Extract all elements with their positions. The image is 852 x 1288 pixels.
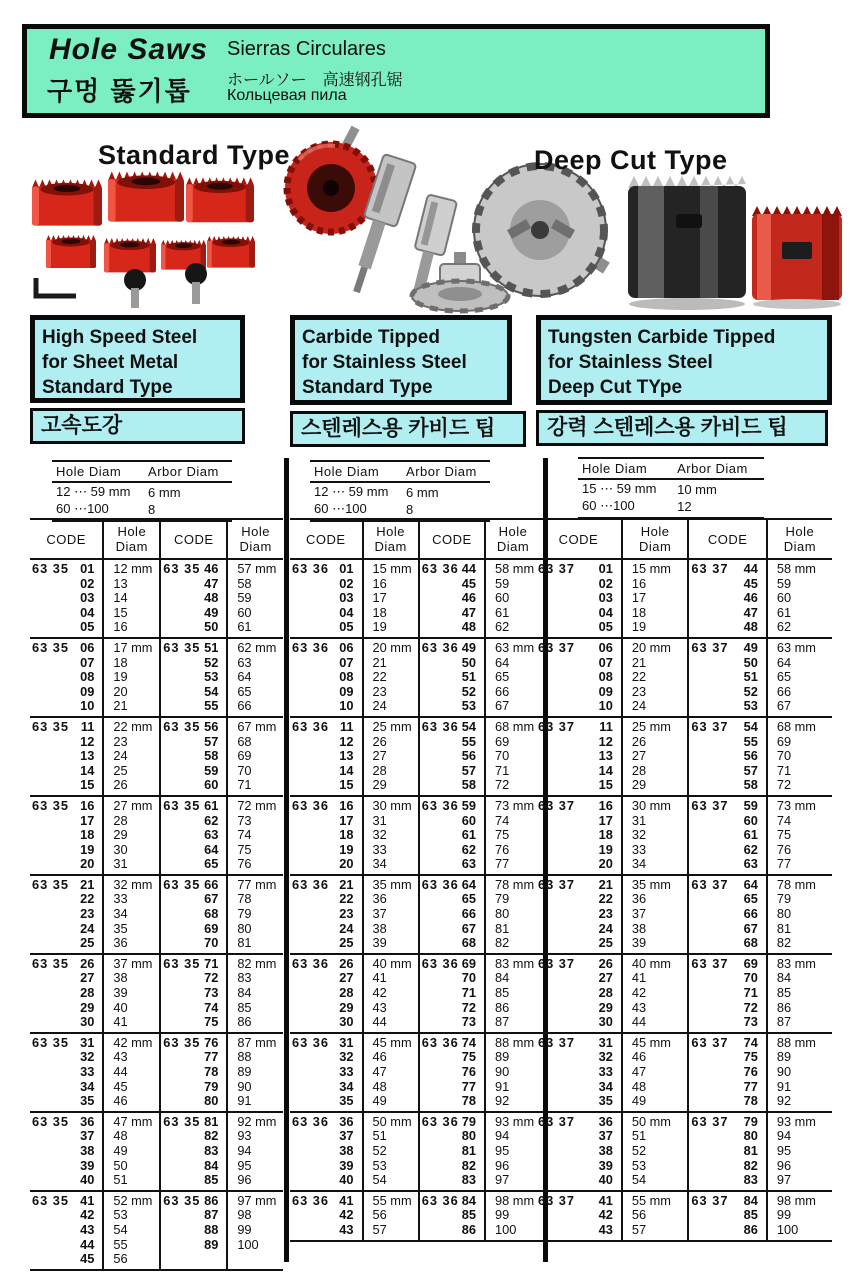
table-row: 35 49 78 92 [290,1094,540,1112]
table-row: 19 30 64 75 [30,843,283,858]
main-header: CODE [290,519,363,559]
code-group [536,1033,832,1112]
main-table [290,518,540,1242]
table-row: 20 31 65 76 [30,857,283,875]
table-row: 63 37 11 25 mm 63 37 54 68 mm [536,717,832,735]
column-header-box [290,315,512,405]
table-row: 63 37 16 30 mm 63 37 59 73 mm [536,796,832,814]
column-header-line: for Stainless Steel [548,352,713,373]
table-row: 63 36 36 50 mm 63 36 79 93 mm [290,1112,540,1130]
table-row: 63 35 31 42 mm 63 35 76 87 mm [30,1033,283,1051]
table-row: 24 35 69 80 [30,922,283,937]
table-row: 05 16 50 61 [30,620,283,638]
main-header: CODE [160,519,227,559]
table-row: 33 47 76 90 [536,1065,832,1080]
table-row: 63 36 41 55 mm 63 36 84 98 mm [290,1191,540,1209]
main-header: CODE [536,519,622,559]
column-header-line: Carbide Tipped [302,327,440,348]
table-row: 63 36 16 30 mm 63 36 59 73 mm [290,796,540,814]
table-row: 33 47 76 90 [290,1065,540,1080]
table-row: 23 37 66 80 [536,907,832,922]
table-row: 15 29 58 72 [536,778,832,796]
table-row: 63 37 36 50 mm 63 37 79 93 mm [536,1112,832,1130]
column-header-line: High Speed Steel [42,327,198,348]
code-group [536,1112,832,1191]
spec-row: 60 ⋯100 8 [56,501,156,517]
table-row: 20 34 63 77 [290,857,540,875]
table-row: 63 35 06 17 mm 63 35 51 62 mm [30,638,283,656]
table-row: 28 39 73 84 [30,986,283,1001]
table-row: 34 48 77 91 [290,1080,540,1095]
spec-table [52,460,232,522]
column-header-line: Tungsten Carbide Tipped [548,327,776,348]
column-header-line: Standard Type [42,377,173,398]
code-group [290,796,540,875]
table-row: 63 36 21 35 mm 63 36 64 78 mm [290,875,540,893]
table-row: 22 33 67 78 [30,892,283,907]
column-header-box [30,315,245,403]
table-row: 17 28 62 73 [30,814,283,829]
table-row: 03 17 46 60 [536,591,832,606]
table-row: 28 42 71 85 [536,986,832,1001]
table-row: 03 14 48 59 [30,591,283,606]
table-row: 20 34 63 77 [536,857,832,875]
table-row: 29 43 72 86 [536,1001,832,1016]
table-row: 18 29 63 74 [30,828,283,843]
table-row: 63 37 26 40 mm 63 37 69 83 mm [536,954,832,972]
code-group [536,717,832,796]
table-row: 25 36 70 81 [30,936,283,954]
table-row: 35 46 80 91 [30,1094,283,1112]
code-group [536,638,832,717]
table-row: 29 43 72 86 [290,1001,540,1016]
table-row: 37 51 80 94 [290,1129,540,1144]
table-row: 18 32 61 75 [290,828,540,843]
table-row: 42 56 85 99 [290,1208,540,1223]
table-row: 12 26 55 69 [536,735,832,750]
table-row: 09 23 52 66 [536,685,832,700]
spec-header: Arbor Diam [673,458,764,479]
table-row: 13 24 58 69 [30,749,283,764]
column-header-line: Standard Type [302,377,433,398]
table-row: 14 28 57 71 [536,764,832,779]
table-row: 27 41 70 84 [536,971,832,986]
table-row: 40 51 85 96 [30,1173,283,1191]
table-row: 63 35 01 12 mm 63 35 46 57 mm [30,559,283,577]
product-photo-standard-set [32,172,255,308]
code-group [290,1033,540,1112]
page-title: Hole Saws [49,33,209,66]
main-header: Hole Diam [227,519,283,559]
table-row: 63 37 06 20 mm 63 37 49 63 mm [536,638,832,656]
table-row: 05 19 48 62 [536,620,832,638]
main-header: Hole Diam [363,519,419,559]
table-row: 37 48 82 93 [30,1129,283,1144]
table-row: 15 29 58 72 [290,778,540,796]
table-row: 32 43 77 88 [30,1050,283,1065]
table-row: 43 57 86 100 [536,1223,832,1241]
table-row: 08 22 51 65 [290,670,540,685]
spec-row: 60 ⋯100 12 [582,498,692,514]
code-group [536,796,832,875]
column-subtitle: 고속도강 [30,408,245,444]
table-row: 14 25 59 70 [30,764,283,779]
table-row: 40 54 83 97 [290,1173,540,1191]
page-title-korean: 구멍 뚫기톱 [47,76,192,106]
column-header-box [536,315,832,405]
table-row: 63 35 16 27 mm 63 35 61 72 mm [30,796,283,814]
code-group [30,954,283,1033]
title-russian: Кольцевая пила [227,87,347,104]
table-row: 07 21 50 64 [536,656,832,671]
table-row: 15 26 60 71 [30,778,283,796]
title-japanese-chinese: ホールソー 高速钢孔锯 [227,72,403,89]
code-group [290,1112,540,1191]
column-header-line: Deep Cut TYpe [548,377,683,398]
spec-row: 12 ⋯ 59 mm 6 mm [56,484,181,500]
table-row: 12 26 55 69 [290,735,540,750]
table-row: 28 42 71 85 [290,986,540,1001]
table-row: 02 16 45 59 [290,577,540,592]
code-group [30,796,283,875]
table-row: 04 18 47 61 [536,606,832,621]
table-row: 38 49 83 94 [30,1144,283,1159]
code-group [30,875,283,954]
standard-type-label: Standard Type [98,140,291,170]
table-row: 22 36 65 79 [290,892,540,907]
table-row: 42 56 85 99 [536,1208,832,1223]
spec-table [578,457,764,519]
table-row: 37 51 80 94 [536,1129,832,1144]
main-table [536,518,832,1242]
code-group [30,559,283,638]
table-row: 35 49 78 92 [536,1094,832,1112]
table-row: 32 46 75 89 [290,1050,540,1065]
spec-row: 12 ⋯ 59 mm 6 mm [314,484,439,500]
main-header: Hole Diam [767,519,832,559]
table-row: 63 36 06 20 mm 63 36 49 63 mm [290,638,540,656]
column-header-line: for Stainless Steel [302,352,467,373]
table-row: 63 35 41 52 mm 63 35 86 97 mm [30,1191,283,1209]
product-photo-silver-disc [474,164,610,296]
table-row: 63 37 41 55 mm 63 37 84 98 mm [536,1191,832,1209]
table-row: 17 31 60 74 [536,814,832,829]
table-row: 08 19 53 64 [30,670,283,685]
table-row: 04 18 47 61 [290,606,540,621]
product-photo-deep-cut-red [752,206,842,309]
table-row: 63 35 26 37 mm 63 35 71 82 mm [30,954,283,972]
table-row: 13 27 56 70 [536,749,832,764]
table-row: 29 40 74 85 [30,1001,283,1016]
table-row: 13 27 56 70 [290,749,540,764]
table-row: 43 54 88 99 [30,1223,283,1238]
code-group [290,1191,540,1241]
table-row: 63 36 11 25 mm 63 36 54 68 mm [290,717,540,735]
column-header-line: for Sheet Metal [42,352,179,373]
table-row: 34 45 79 90 [30,1080,283,1095]
table-row: 19 33 62 76 [290,843,540,858]
code-group [536,875,832,954]
table-row: 10 21 55 66 [30,699,283,717]
spec-header: Hole Diam [310,461,402,482]
spec-header: Hole Diam [578,458,673,479]
spec-header: Arbor Diam [402,461,490,482]
spec-row: 15 ⋯ 59 mm 10 mm [582,481,717,497]
table-row: 42 53 87 98 [30,1208,283,1223]
column-divider [284,458,289,1262]
main-header: CODE [30,519,103,559]
code-group [30,1033,283,1112]
table-row: 22 36 65 79 [536,892,832,907]
table-row: 10 24 53 67 [536,699,832,717]
table-row: 12 23 57 68 [30,735,283,750]
table-row: 38 52 81 95 [290,1144,540,1159]
table-row: 27 41 70 84 [290,971,540,986]
code-group [30,1191,283,1270]
table-row: 19 33 62 76 [536,843,832,858]
code-group [290,954,540,1033]
spec-row: 60 ⋯100 8 [314,501,414,517]
table-row: 25 39 68 82 [290,936,540,954]
code-group [536,1191,832,1241]
table-row: 23 37 66 80 [290,907,540,922]
code-group [536,559,832,638]
code-group [290,875,540,954]
table-row: 30 44 73 87 [536,1015,832,1033]
code-group [290,559,540,638]
spec-header: Arbor Diam [144,461,232,482]
table-row: 63 36 01 15 mm 63 36 44 58 mm [290,559,540,577]
table-row: 63 35 11 22 mm 63 35 56 67 mm [30,717,283,735]
table-row: 63 35 36 47 mm 63 35 81 92 mm [30,1112,283,1130]
table-row: 39 53 82 96 [536,1159,832,1174]
table-row: 30 44 73 87 [290,1015,540,1033]
main-header: Hole Diam [103,519,160,559]
code-group [30,717,283,796]
table-row: 02 13 47 58 [30,577,283,592]
main-header: Hole Diam [485,519,540,559]
table-row: 32 46 75 89 [536,1050,832,1065]
table-row: 04 15 49 60 [30,606,283,621]
code-group [536,954,832,1033]
table-row: 02 16 45 59 [536,577,832,592]
table-row: 39 50 84 95 [30,1159,283,1174]
table-row: 25 39 68 82 [536,936,832,954]
table-row: 14 28 57 71 [290,764,540,779]
table-row: 18 32 61 75 [536,828,832,843]
title-box [22,24,770,118]
main-header: CODE [688,519,766,559]
code-group [290,717,540,796]
table-row: 09 20 54 65 [30,685,283,700]
table-row: 40 54 83 97 [536,1173,832,1191]
table-row: 23 34 68 79 [30,907,283,922]
table-row: 07 18 52 63 [30,656,283,671]
code-group [30,1112,283,1191]
column-subtitle: 강력 스텐레스용 카비드 팁 [536,410,828,446]
table-row: 63 35 21 32 mm 63 35 66 77 mm [30,875,283,893]
table-row: 17 31 60 74 [290,814,540,829]
table-row: 63 37 31 45 mm 63 37 74 88 mm [536,1033,832,1051]
table-row: 63 37 01 15 mm 63 37 44 58 mm [536,559,832,577]
code-group [290,638,540,717]
table-row: 63 36 31 45 mm 63 36 74 88 mm [290,1033,540,1051]
table-row: 08 22 51 65 [536,670,832,685]
table-row: 05 19 48 62 [290,620,540,638]
table-row: 63 36 26 40 mm 63 36 69 83 mm [290,954,540,972]
table-row: 33 44 78 89 [30,1065,283,1080]
table-row: 27 38 72 83 [30,971,283,986]
table-row: 09 23 52 66 [290,685,540,700]
spec-header: Hole Diam [52,461,144,482]
product-photo-large-red-saw [285,126,377,234]
main-header: CODE [419,519,485,559]
title-spanish: Sierras Circulares [227,38,386,60]
spec-table [310,460,490,522]
column-subtitle: 스텐레스용 카비드 팁 [290,411,526,447]
table-row: 24 38 67 81 [536,922,832,937]
table-row: 30 41 75 86 [30,1015,283,1033]
table-row: 43 57 86 100 [290,1223,540,1241]
table-row: 34 48 77 91 [536,1080,832,1095]
main-table [30,518,283,1271]
table-row: 45 56 [30,1252,283,1270]
table-row: 38 52 81 95 [536,1144,832,1159]
table-row: 24 38 67 81 [290,922,540,937]
table-row: 07 21 50 64 [290,656,540,671]
table-row: 03 17 46 60 [290,591,540,606]
table-row: 10 24 53 67 [290,699,540,717]
main-header: Hole Diam [622,519,689,559]
table-row: 39 53 82 96 [290,1159,540,1174]
table-row: 63 37 21 35 mm 63 37 64 78 mm [536,875,832,893]
deep-cut-type-label: Deep Cut Type [534,145,728,175]
code-group [30,638,283,717]
product-photo-deep-cut-black [628,176,746,310]
table-row: 44 55 89 100 [30,1238,283,1253]
